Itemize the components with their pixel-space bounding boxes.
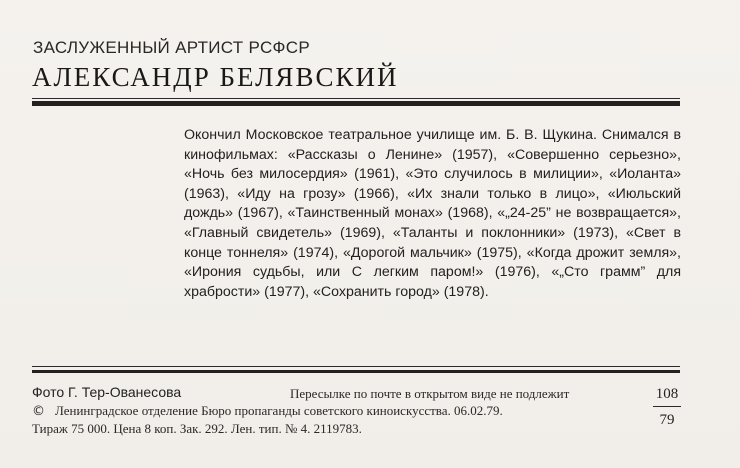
top-thin-rule [32, 98, 680, 99]
copyright-line [32, 403, 503, 419]
photo-credit: Фото Г. Тер-Ованесова [32, 384, 182, 400]
publisher-text: Ленинградское отделение Бюро пропаганды советского киноискусства. 06.02.79. [55, 403, 503, 418]
catalog-index [650, 385, 684, 430]
print-run-info: Тираж 75 000. Цена 8 коп. Зак. 292. Лен. тип. № 4. 2119783. [32, 421, 362, 436]
biography-text: Окончил Московское театральное училище им. Б. В. Щукина. Снимался в кинофильмах: «Рассказы о Ленине» (1957), «Совершенно серьезно», «Ночь без милосердия» (1961), «Это случилось в милиции», «Иоланта» (1963), «Иду на грозу» (1966), «Их знали только в лицо», «Июльский дождь» (1967), «Таинственный монах» (1968), «„24-25” не возвращается», «Главный свидетель» (1969), «Таланты и поклонники» (1973), «Свет в конце тоннеля» (1974), «Дорогой мальчик» (1975), «Когда дрожит земля», «Ирония судьбы, или С легким паром!» (1976), «„Сто грамм” для храбрости» (1977), «Сохранить город» (1978). [184, 127, 681, 300]
actor-title: ЗАСЛУЖЕННЫЙ АРТИСТ РСФСР [33, 38, 310, 57]
index-numerator: 108 [655, 386, 679, 402]
actor-name: АЛЕКСАНДР БЕЛЯВСКИЙ [32, 62, 399, 92]
bottom-thin-rule [32, 366, 680, 367]
index-denominator: 79 [659, 412, 675, 428]
top-thick-rule [32, 101, 680, 106]
bottom-thick-rule [32, 370, 680, 373]
index-fraction-line [653, 406, 681, 407]
postal-note: Пересылке по почте в открытом виде не подлежит [290, 386, 570, 401]
copyright-icon: © [32, 404, 45, 419]
